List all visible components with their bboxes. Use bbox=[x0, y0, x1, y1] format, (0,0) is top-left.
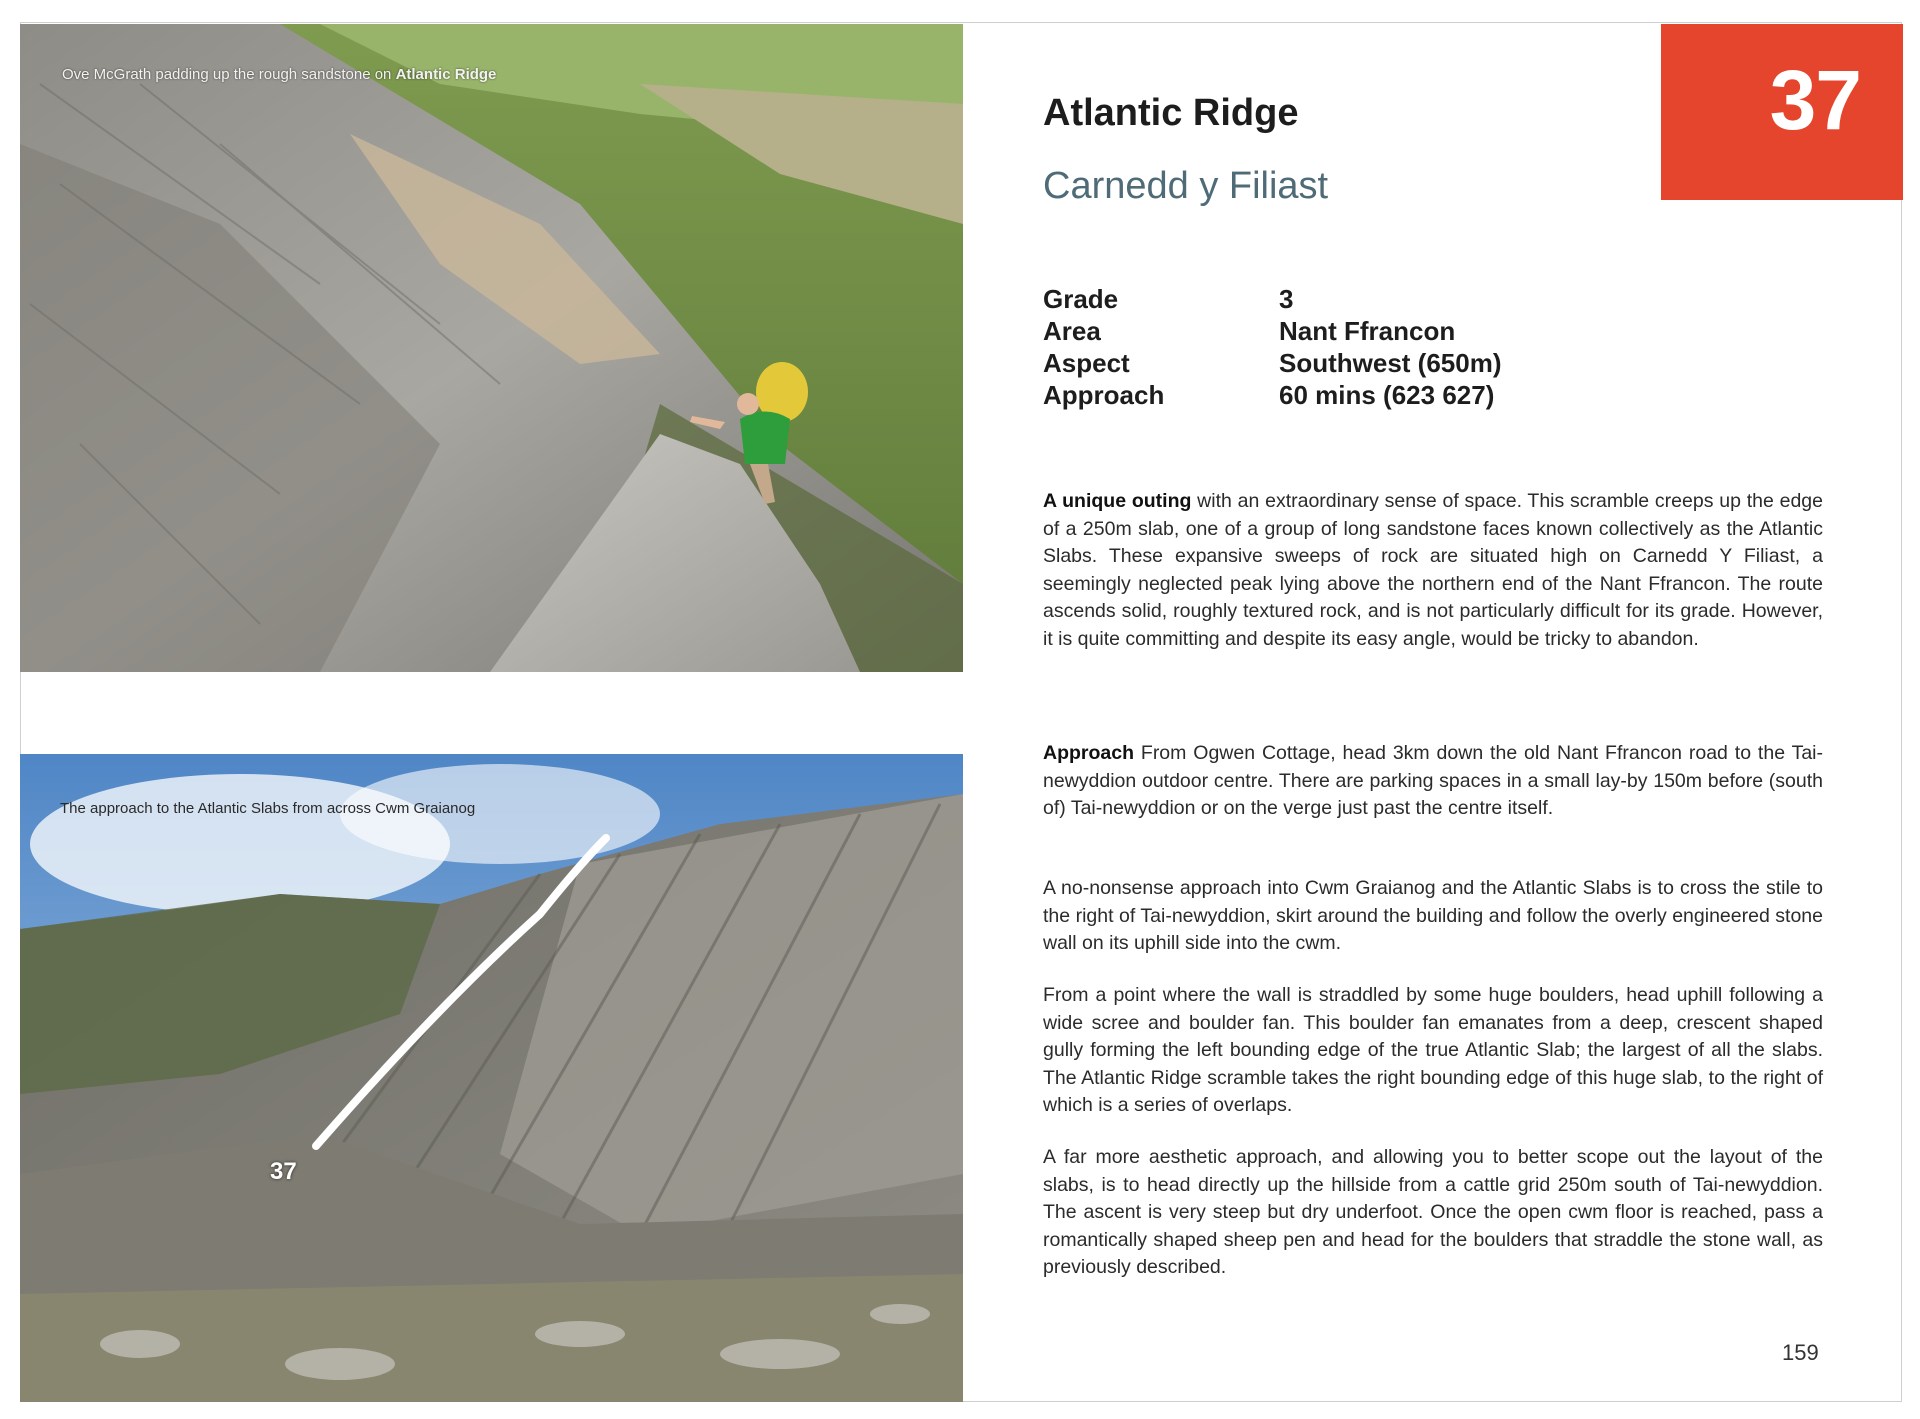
info-value: 3 bbox=[1279, 284, 1294, 314]
info-row-area bbox=[1043, 316, 1502, 348]
photo-climber-on-ridge bbox=[20, 24, 963, 672]
route-label-on-photo: 37 bbox=[270, 1158, 297, 1185]
info-label: Approach bbox=[1043, 380, 1165, 410]
info-row-approach bbox=[1043, 380, 1502, 412]
info-label: Area bbox=[1043, 316, 1101, 346]
info-label: Aspect bbox=[1043, 348, 1130, 378]
info-row-grade bbox=[1043, 284, 1502, 316]
info-value: Nant Ffrancon bbox=[1279, 316, 1456, 346]
route-number-badge bbox=[1661, 24, 1903, 200]
page-number: 159 bbox=[1782, 1340, 1819, 1365]
photo-caption-top bbox=[62, 66, 496, 83]
paragraph-text: From Ogwen Cottage, head 3km down the old Nant Ffrancon road to the Tai-newyddion outdoor centre. There are parking spaces in a small lay-by 150m before (south of) Tai-newyddion or on the verge just past the centre itself. bbox=[1043, 742, 1823, 819]
paragraph-approach bbox=[1043, 740, 1823, 823]
info-value: 60 mins (623 627) bbox=[1279, 380, 1495, 410]
info-row-aspect bbox=[1043, 348, 1502, 380]
photo-caption-bottom: The approach to the Atlantic Slabs from across Cwm Graianog bbox=[60, 800, 476, 817]
caption-emphasis: Atlantic Ridge bbox=[395, 66, 497, 83]
info-label: Grade bbox=[1043, 284, 1119, 314]
route-subtitle: Carnedd y Filiast bbox=[1043, 165, 1329, 207]
paragraph-lead: Approach bbox=[1043, 742, 1135, 764]
info-value: Southwest (650m) bbox=[1279, 348, 1502, 378]
route-info-table bbox=[1043, 284, 1502, 412]
paragraph-approach-2: A no-nonsense approach into Cwm Graianog and the Atlantic Slabs is to cross the stile to the right of Tai-newyddion, skirt around the building and follow the overly engineered stone wall on its uphill side into the cwm. bbox=[1043, 877, 1823, 954]
paragraph-approach-4: A far more aesthetic approach, and allowing you to better scope out the layout of the slabs, is to head directly up the hillside from a cattle grid 250m south of Tai-newyddion. The ascent is very steep but dry underfoot. Once the open cwm floor is reached, pass a romantically shaped sheep pen and head for the boulders that straddle the stone wall, as previously described. bbox=[1043, 1146, 1823, 1278]
climber-photo-illustration bbox=[20, 24, 963, 672]
route-title: Atlantic Ridge bbox=[1043, 92, 1299, 134]
paragraph-approach-3: From a point where the wall is straddled by some huge boulders, head uphill following a wide scree and boulder fan. This boulder fan emanates from a deep, crescent shaped gully forming the left bounding edge of the true Atlantic Slab; the largest of all the slabs. The Atlantic Ridge scramble takes the right bounding edge of this huge slab, to the right of which is a series of overlaps. bbox=[1043, 984, 1823, 1116]
slabs-photo-illustration bbox=[20, 754, 963, 1402]
photo-atlantic-slabs bbox=[20, 754, 963, 1402]
paragraph-lead: A unique outing bbox=[1043, 490, 1192, 512]
paragraph-text: with an extraordinary sense of space. This scramble creeps up the edge of a 250m slab, one of a group of long sandstone faces known collectively as the Atlantic Slabs. These expansive sweeps of rock are situated high on Carnedd Y Filiast, a seemingly neglected peak lying above the northern end of the Nant Ffrancon. The route ascends solid, roughly textured rock, and is not particularly difficult for its grade. However, it is quite committing and despite its easy angle, would be tricky to abandon. bbox=[1043, 490, 1823, 650]
caption-text: Ove McGrath padding up the rough sandstone on bbox=[62, 66, 396, 83]
paragraph-intro bbox=[1043, 488, 1823, 653]
route-number: 37 bbox=[1769, 53, 1861, 147]
